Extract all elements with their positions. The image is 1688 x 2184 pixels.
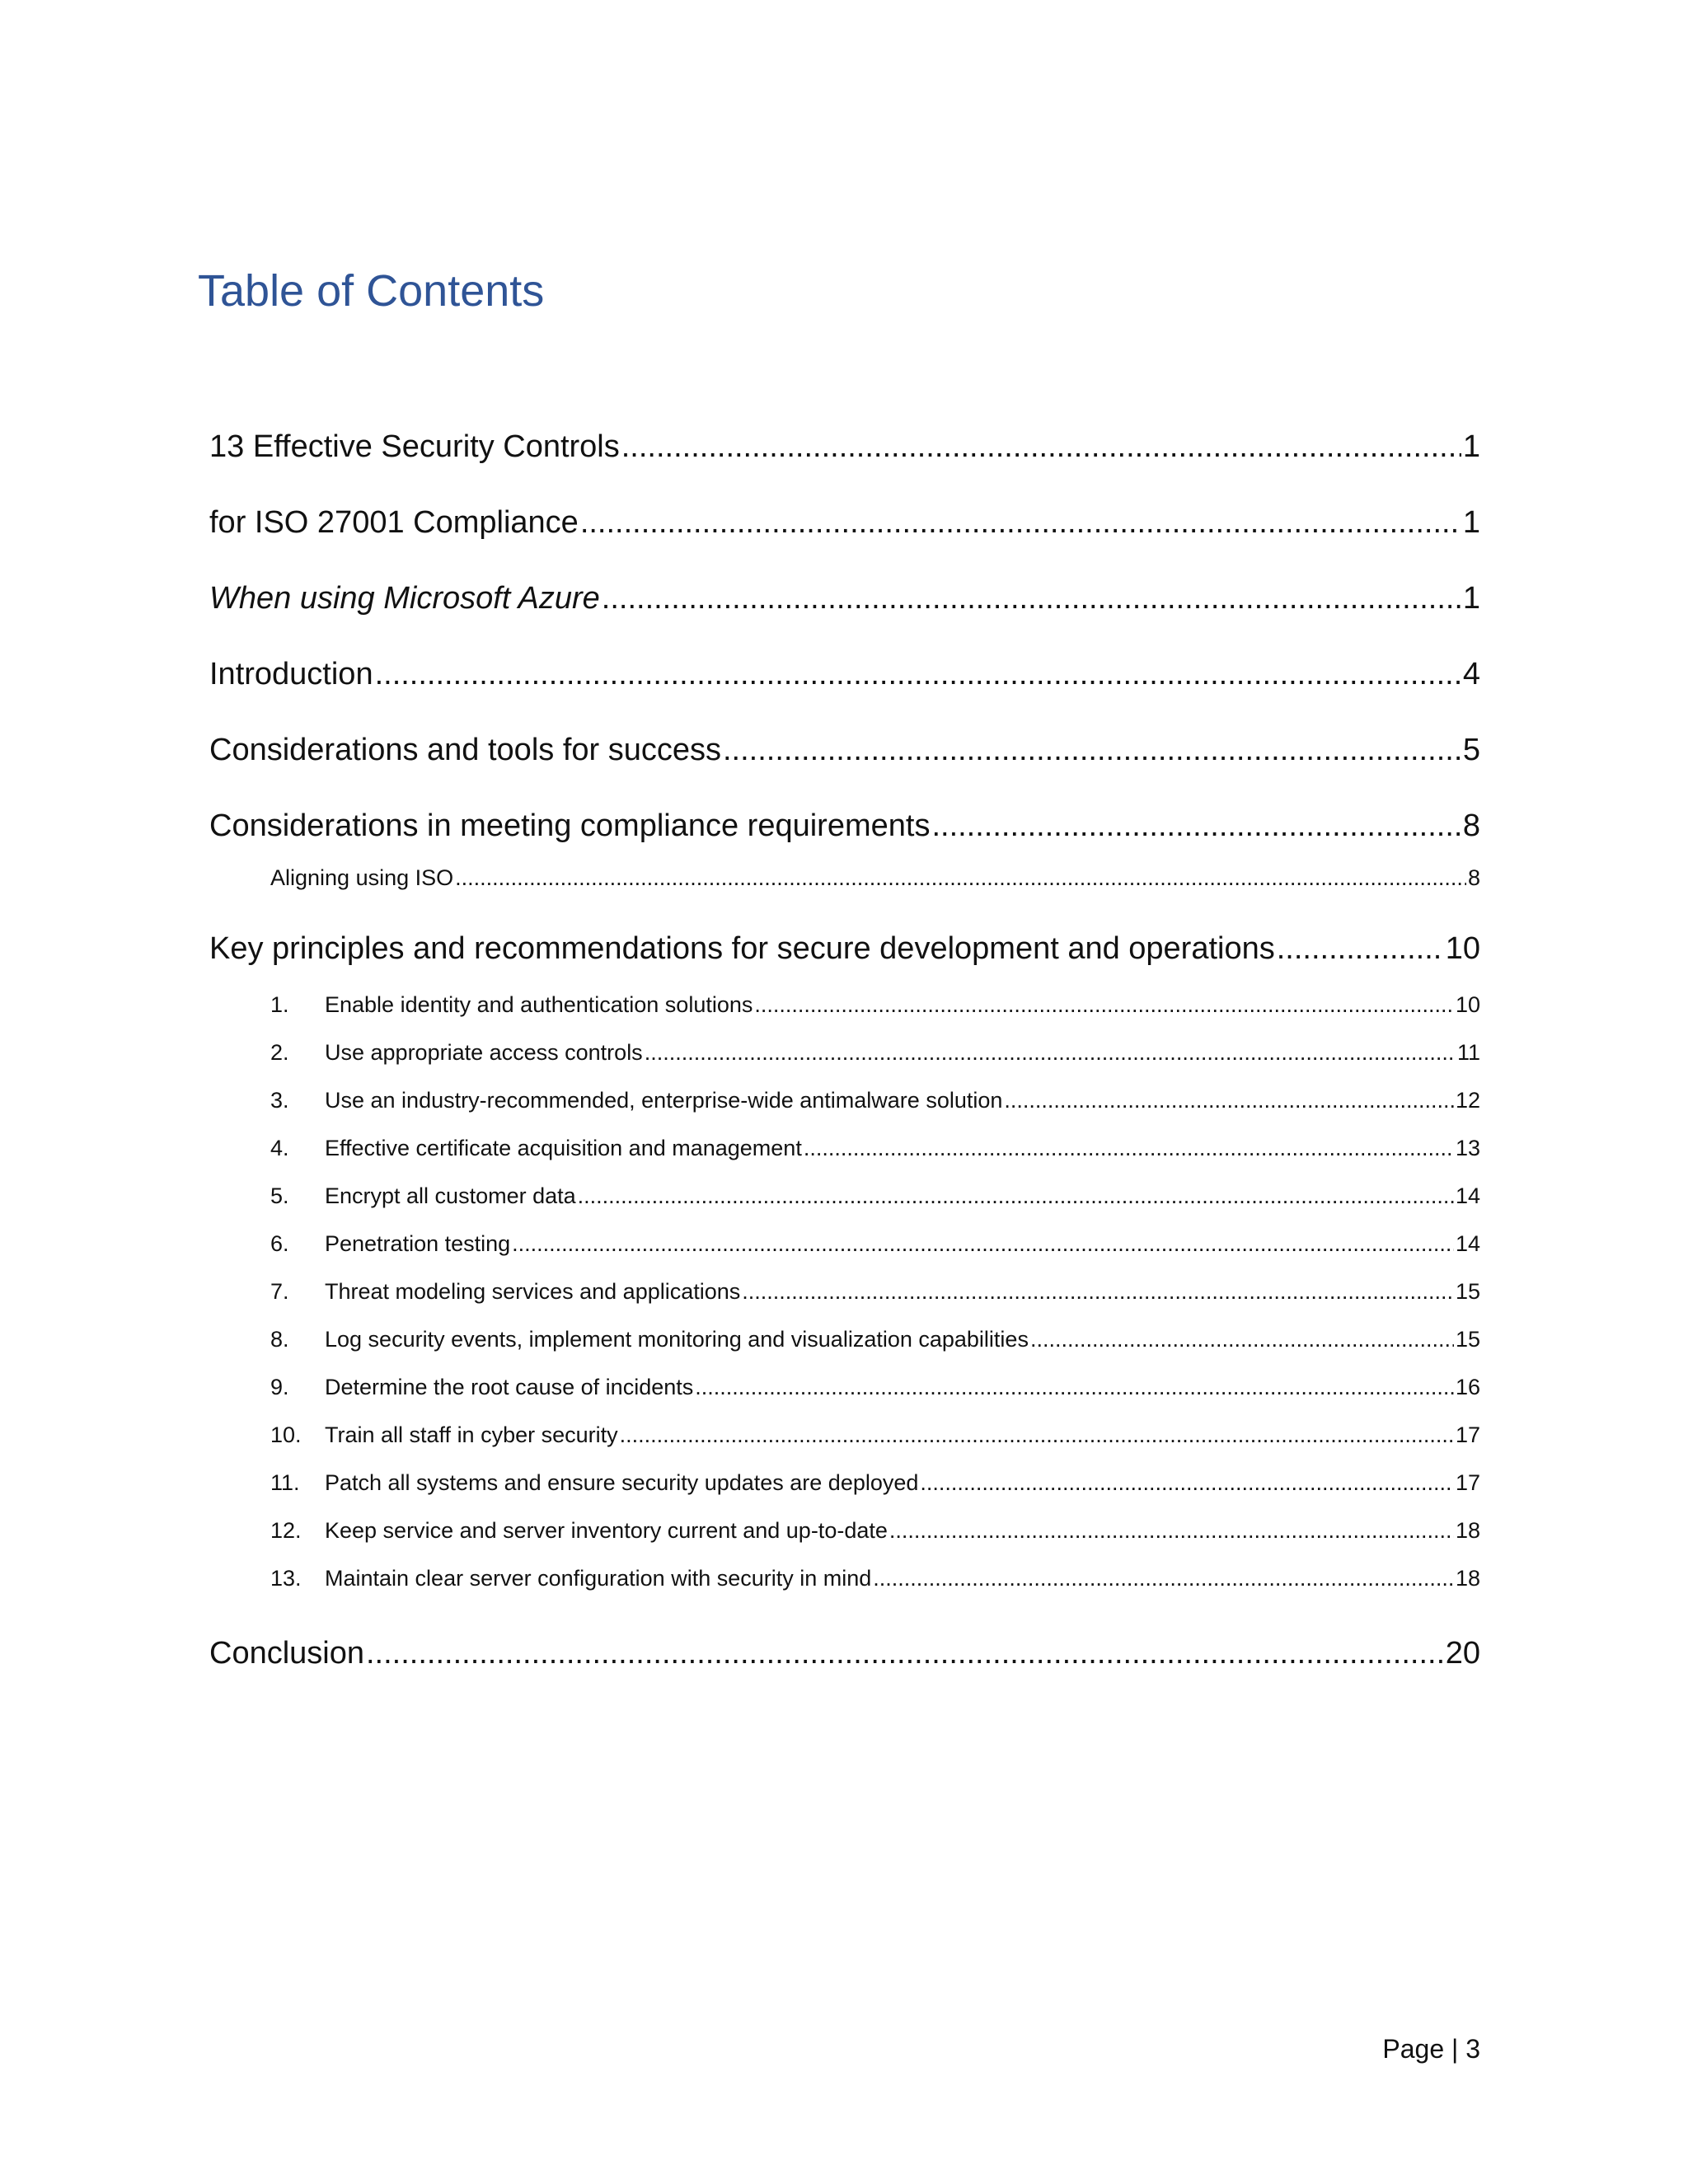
toc-subentry[interactable] [270,1040,1480,1070]
toc-leader [1004,1088,1454,1113]
toc-subentry[interactable] [270,1183,1480,1213]
toc-page-number: 20 [1445,1636,1480,1671]
toc-entry-label: 13 Effective Security Controls [209,429,620,464]
toc-entry-compliance-requirements[interactable] [209,808,1480,848]
toc-entry-iso-compliance[interactable] [209,505,1480,545]
toc-subentry[interactable] [270,992,1480,1022]
toc-entry-label: Conclusion [209,1636,364,1671]
toc-page-number: 4 [1462,657,1480,691]
toc-subentry[interactable] [270,1566,1480,1596]
page-title: Table of Contents [198,266,545,316]
toc-subentry-label: Use appropriate access controls [325,1040,643,1065]
toc-page-number: 15 [1455,1327,1480,1352]
toc-page-number: 10 [1445,931,1480,966]
toc-leader [754,992,1454,1018]
toc-leader [742,1279,1454,1305]
toc-subentry-label: Use an industry-recommended, enterprise-wide antimalware solution [325,1088,1003,1113]
toc-page-number: 1 [1462,505,1480,540]
toc-leader [1030,1327,1454,1352]
toc-subentry[interactable] [270,1375,1480,1404]
page-footer: Page | 3 [1382,2034,1480,2064]
toc-subentry[interactable] [270,1327,1480,1357]
toc-page-number: 17 [1455,1470,1480,1495]
toc-subentry-label: Patch all systems and ensure security updates are deployed [325,1470,919,1495]
toc-subentry-number: 13. [270,1566,302,1591]
toc-page-number: 15 [1455,1279,1480,1304]
toc-leader [920,1470,1454,1496]
toc-leader [931,808,1461,844]
toc-subentry[interactable] [270,1518,1480,1548]
toc-page-number: 17 [1455,1422,1480,1447]
toc-subentry-number: 5. [270,1183,289,1208]
toc-page-number: 11 [1456,1040,1480,1065]
toc-leader [578,1183,1454,1209]
toc-entry-key-principles[interactable] [209,931,1480,971]
toc-page-number: 8 [1462,808,1480,843]
toc-subentry[interactable] [270,1422,1480,1452]
toc-entry-effective-controls[interactable] [209,429,1480,469]
toc-entry-label: Key principles and recommendations for secure development and operations [209,931,1275,966]
toc-subentry-number: 7. [270,1279,289,1304]
toc-subentry-label: Keep service and server inventory current and up-to-date [325,1518,888,1543]
toc-leader [455,865,1466,891]
toc-subentry-label: Determine the root cause of incidents [325,1375,694,1399]
toc-subentry[interactable] [270,1136,1480,1165]
toc-leader [889,1518,1454,1544]
toc-page-number: 1 [1462,429,1480,464]
toc-subentry-label: Log security events, implement monitoring and visualization capabilities [325,1327,1029,1352]
toc-subentry-number: 1. [270,992,289,1017]
toc-page-number: 5 [1462,733,1480,767]
toc-entry-considerations-tools[interactable] [209,733,1480,772]
toc-subentry-label: Enable identity and authentication solutions [325,992,753,1017]
toc-subentry-number: 12. [270,1518,302,1543]
toc-subentry[interactable] [270,1470,1480,1500]
toc-subentry[interactable] [270,1231,1480,1261]
toc-subentry-label: Maintain clear server configuration with security in mind [325,1566,872,1591]
toc-leader [621,429,1461,465]
toc-leader [602,581,1461,616]
toc-entry-label: Introduction [209,657,373,691]
toc-subentry-label: Penetration testing [325,1231,511,1256]
toc-page-number: 14 [1455,1231,1480,1256]
toc-page-number: 13 [1455,1136,1480,1160]
toc-leader [645,1040,1456,1066]
toc-leader [1277,931,1444,967]
toc-page-number: 12 [1455,1088,1480,1113]
toc-subentry-number: 9. [270,1375,289,1399]
toc-subentry-number: 10. [270,1422,302,1447]
toc-page-number: 18 [1455,1566,1480,1591]
toc-page-number: 14 [1455,1183,1480,1208]
toc-entry-aligning-iso[interactable] [270,865,1480,895]
toc-entry-label: Aligning using ISO [270,865,454,890]
toc-subentry[interactable] [270,1279,1480,1309]
toc-subentry-number: 2. [270,1040,289,1065]
toc-subentry-number: 8. [270,1327,289,1352]
toc-leader [580,505,1461,541]
toc-entry-introduction[interactable] [209,657,1480,696]
toc-subentry-number: 6. [270,1231,289,1256]
toc-subentry-number: 4. [270,1136,289,1160]
toc-entry-label: When using Microsoft Azure [209,581,600,616]
toc-entry-label: for ISO 27001 Compliance [209,505,579,540]
toc-entry-label: Considerations in meeting compliance requirements [209,808,931,843]
toc-page-number: 16 [1455,1375,1480,1399]
toc-subentry-label: Encrypt all customer data [325,1183,576,1208]
toc-leader [873,1566,1454,1591]
toc-subentry-number: 3. [270,1088,289,1113]
toc-subentry-label: Threat modeling services and applications [325,1279,741,1304]
toc-subentry[interactable] [270,1088,1480,1118]
toc-page-number: 8 [1467,865,1480,890]
toc-subentry-label: Train all staff in cyber security [325,1422,618,1447]
toc-leader [695,1375,1454,1400]
toc-leader [723,733,1461,768]
toc-leader [804,1136,1454,1161]
toc-page-number: 1 [1462,581,1480,616]
toc-page-number: 18 [1455,1518,1480,1543]
toc-subentry-label: Effective certificate acquisition and management [325,1136,802,1160]
toc-leader [512,1231,1454,1257]
toc-leader [375,657,1461,692]
toc-page-number: 10 [1455,992,1480,1017]
toc-entry-conclusion[interactable] [209,1636,1480,1675]
toc-entry-microsoft-azure[interactable] [209,581,1480,621]
toc-subentry-number: 11. [270,1470,300,1495]
toc-leader [620,1422,1454,1448]
toc-entry-label: Considerations and tools for success [209,733,721,767]
toc-leader [366,1636,1444,1671]
